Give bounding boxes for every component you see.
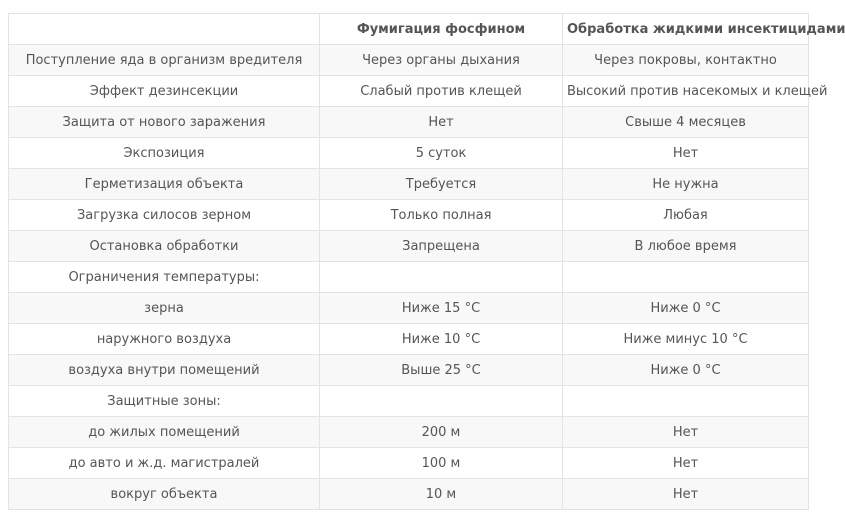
phosphine-value-cell: Нет	[320, 107, 563, 138]
table-row	[9, 324, 809, 355]
insecticide-value-cell: Ниже 0 °C	[563, 355, 809, 386]
table-row	[9, 479, 809, 510]
table-row	[9, 293, 809, 324]
table-row	[9, 107, 809, 138]
row-label-cell: зерна	[9, 293, 320, 324]
row-label-cell: Защита от нового заражения	[9, 107, 320, 138]
row-label-cell: Экспозиция	[9, 138, 320, 169]
table-row	[9, 76, 809, 107]
phosphine-value-cell: Ниже 10 °C	[320, 324, 563, 355]
table-row	[9, 138, 809, 169]
insecticide-value-cell: Нет	[563, 448, 809, 479]
insecticide-value-cell: Не нужна	[563, 169, 809, 200]
table-row	[9, 45, 809, 76]
phosphine-value-cell: 5 суток	[320, 138, 563, 169]
insecticide-value-cell: Нет	[563, 479, 809, 510]
row-label-cell: наружного воздуха	[9, 324, 320, 355]
row-label-cell: до авто и ж.д. магистралей	[9, 448, 320, 479]
insecticide-value-cell: Свыше 4 месяцев	[563, 107, 809, 138]
insecticide-value-cell: Любая	[563, 200, 809, 231]
phosphine-value-cell: Выше 25 °C	[320, 355, 563, 386]
row-label-cell: Эффект дезинсекции	[9, 76, 320, 107]
insecticide-value-cell: Высокий против насекомых и клещей	[563, 76, 809, 107]
phosphine-value-cell: Ниже 15 °C	[320, 293, 563, 324]
header-row	[9, 14, 809, 45]
row-label-cell: Поступление яда в организм вредителя	[9, 45, 320, 76]
phosphine-value-cell: Через органы дыхания	[320, 45, 563, 76]
row-label-cell: Загрузка силосов зерном	[9, 200, 320, 231]
insecticide-value-cell: Нет	[563, 138, 809, 169]
table-row	[9, 262, 809, 293]
table-row	[9, 231, 809, 262]
phosphine-value-cell: Только полная	[320, 200, 563, 231]
table-body	[9, 45, 828, 510]
insecticide-value-cell: Ниже 0 °C	[563, 293, 809, 324]
phosphine-value-cell: Требуется	[320, 169, 563, 200]
header-cell-liquid-insecticides: Обработка жидкими инсектицидами	[563, 14, 809, 45]
header-cell-empty	[9, 14, 320, 45]
table-row	[9, 386, 809, 417]
table-row	[9, 417, 809, 448]
phosphine-value-cell	[320, 386, 563, 417]
header-cell-phosphine-fumigation: Фумигация фосфином	[320, 14, 563, 45]
phosphine-value-cell: 100 м	[320, 448, 563, 479]
table-row	[9, 169, 809, 200]
row-label-cell: вокруг объекта	[9, 479, 320, 510]
insecticide-value-cell	[563, 262, 809, 293]
row-label-cell: Защитные зоны:	[9, 386, 320, 417]
phosphine-value-cell	[320, 262, 563, 293]
row-label-cell: воздуха внутри помещений	[9, 355, 320, 386]
row-label-cell: Остановка обработки	[9, 231, 320, 262]
table-row	[9, 355, 809, 386]
phosphine-value-cell: 10 м	[320, 479, 563, 510]
row-label-cell: до жилых помещений	[9, 417, 320, 448]
table-row	[9, 200, 809, 231]
insecticide-value-cell: В любое время	[563, 231, 809, 262]
phosphine-value-cell: Слабый против клещей	[320, 76, 563, 107]
insecticide-value-cell: Нет	[563, 417, 809, 448]
comparison-table	[8, 13, 845, 510]
insecticide-value-cell	[563, 386, 809, 417]
row-label-cell: Герметизация объекта	[9, 169, 320, 200]
insecticide-value-cell: Через покровы, контактно	[563, 45, 809, 76]
phosphine-value-cell: Запрещена	[320, 231, 563, 262]
row-label-cell: Ограничения температуры:	[9, 262, 320, 293]
insecticide-value-cell: Ниже минус 10 °C	[563, 324, 809, 355]
table-row	[9, 448, 809, 479]
phosphine-value-cell: 200 м	[320, 417, 563, 448]
comparison-table-container	[8, 13, 845, 510]
